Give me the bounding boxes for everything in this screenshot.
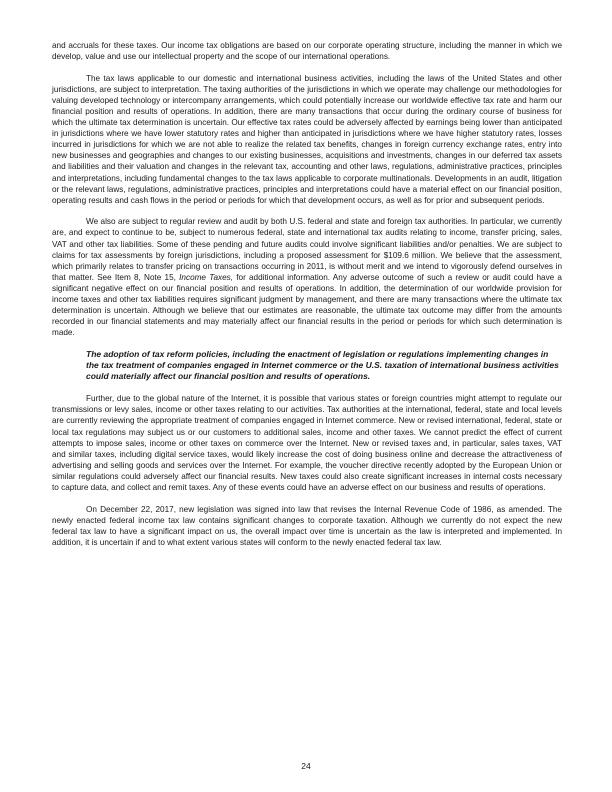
risk-factor-heading: The adoption of tax reform policies, including the enactment of legislation or regulations implementing changes in the tax treatment of companies engaged in Internet commerce or the U.S. taxation of international business activities could materially affect our financial position and results of operations.	[86, 348, 559, 382]
paragraph-tax-obligations: and accruals for these taxes. Our income tax obligations are based on our corporate operating structure, including the manner in which we develop, value and use our intellectual property and the scope of our international operations.	[52, 41, 562, 62]
paragraph-tax-laws: The tax laws applicable to our domestic and international business activities, including the laws of the United States and other jurisdictions, are subject to interpretation. The taxing authorities of the jurisdictions in which we operate may challenge our methodologies for valuing developed technology or intercompany arrangements, which could potentially increase our worldwide effective tax rate and harm our financial position and results of operations. In addition, there are many transactions that occur during the ordinary course of business for which the ultimate tax determination is uncertain. Our effective tax rates could be adversely affected by earnings being lower than anticipated in jurisdictions where we have lower statutory rates and higher than anticipated in jurisdictions where we have higher statutory rates, losses incurred in jurisdictions for which we are not able to realize the related tax benefits, changes in foreign currency exchange rates, entry into new businesses and geographies and changes to our existing businesses, acquisitions and investments, changes in our deferred tax assets and liabilities and their valuation and changes in the relevant tax, accounting and other laws, regulations, administrative practices, principles and interpretations, including fundamental changes to the tax laws applicable to corporate multinationals. Developments in an audit, litigation or the relevant laws, regulations, administrative practices, principles and interpretations could have a material effect on our financial position, operating results and cash flows in the period or periods for which that development occurs, as well as for prior and subsequent periods.	[52, 73, 562, 205]
page-number: 24	[301, 761, 311, 771]
audit-text-end: for additional information. Any adverse outcome of such a review or audit could have a significant negative effect on our financial position and results of operations. In addition, the determination of our worldwide provision for income taxes and other tax liabilities requires significant judgment by management, and there are many transactions where the ultimate tax determination is uncertain. Although we believe that our estimates are reasonable, the ultimate tax outcome may differ from the amounts recorded in our financial statements and may materially affect our financial results in the period or periods for which such determination is made.	[52, 272, 562, 338]
paragraph-tax-legislation: On December 22, 2017, new legislation was signed into law that revises the Internal Revenue Code of 1986, as amended. The newly enacted federal income tax law contains significant changes to corporate taxation. Although we currently do not expect the new federal tax law to have a significant impact on us, the overall impact over time is uncertain as the law is interpreted and implemented. In addition, it is uncertain if and to what extent various states will conform to the newly enacted federal tax law.	[52, 504, 562, 547]
income-taxes-reference: Income Taxes,	[179, 272, 234, 282]
paragraph-internet-taxes: Further, due to the global nature of the Internet, it is possible that various states or foreign countries might attempt to regulate our transmissions or levy sales, income or other taxes relating to our activities. Tax authorities at the international, federal, state and local levels are currently reviewing the appropriate treatment of companies engaged in Internet commerce. New or revised international, federal, state or local tax regulations may subject us or our customers to additional sales, income and other taxes. We cannot predict the effect of current attempts to impose sales, income or other taxes on commerce over the Internet. New or revised taxes and, in particular, sales taxes, VAT and similar taxes, including digital service taxes, would likely increase the cost of doing business online and decrease the attractiveness of advertising and selling goods and services over the Internet. For example, the voucher directive recently adopted by the European Union or similar regulations could adversely affect our financial results. New taxes could also create significant increases in internal costs necessary to capture data, and collect and remit taxes. Any of these events could have an adverse effect on our business and results of operations.	[52, 394, 562, 492]
audit-text-start: We also are subject to regular review and audit by both U.S. federal and state and foreign tax authorities. In particular, we currently are, and expect to continue to be, subject to numerous federal, state and international tax audits relating to income, transfer pricing, sales, VAT and other tax liabilities. Some of these pending and future audits could involve significant liabilities and/or penalties. We are subject to claims for tax assessments by foreign jurisdictions, including a proposed assessment for $109.6 million. We believe that the assessment, which primarily relates to transfer pricing on transactions occurring in 2011, is without merit and we intend to vigorously defend ourselves in that matter. See Item 8, Note 15,	[52, 217, 562, 282]
paragraph-tax-audits	[52, 216, 562, 338]
page-body	[52, 40, 562, 558]
